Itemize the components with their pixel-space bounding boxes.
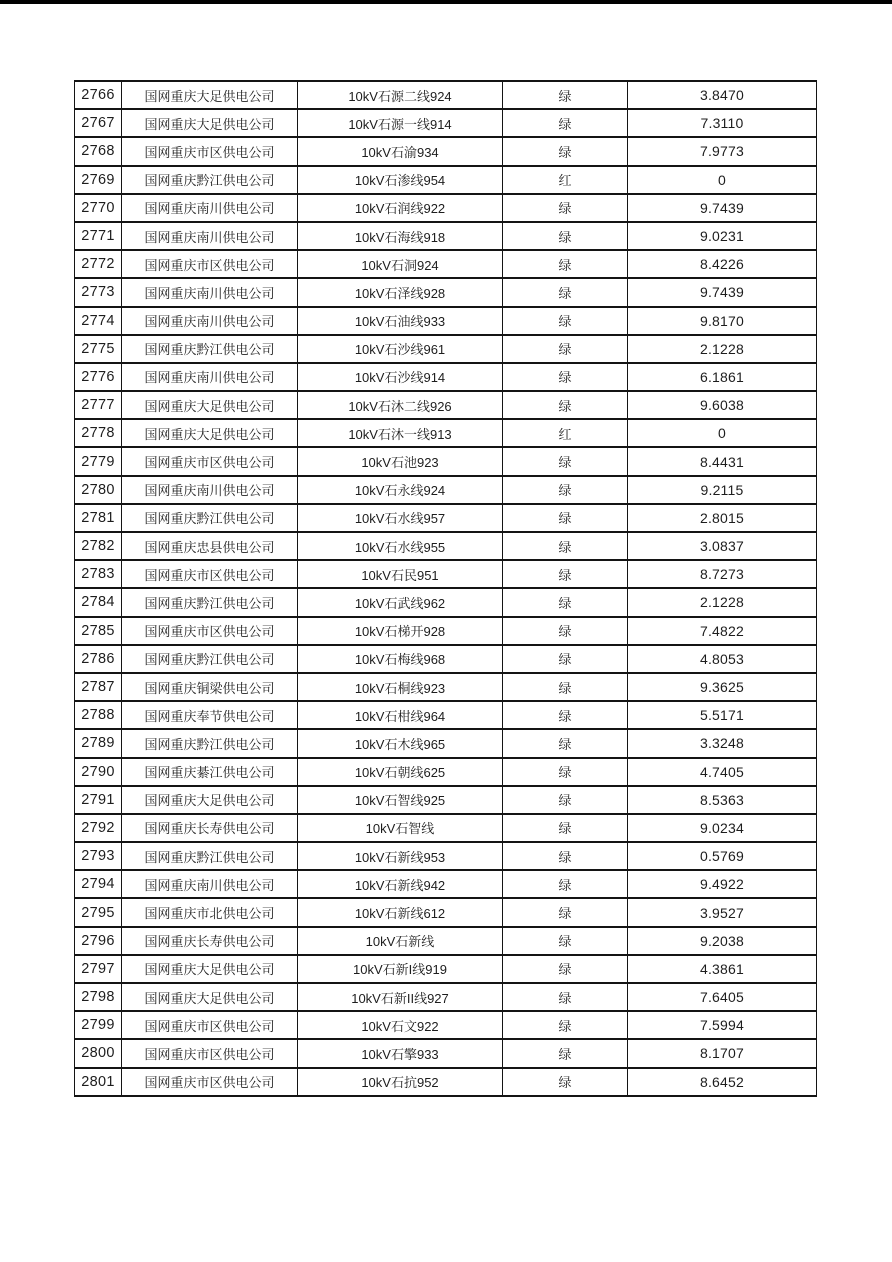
row-number-cell: 2780 <box>75 476 122 504</box>
table-row <box>75 137 817 165</box>
status-cell: 绿 <box>503 729 628 757</box>
line-name-cell: 10kV石擎933 <box>298 1039 503 1067</box>
value-cell: 8.6452 <box>628 1068 817 1096</box>
line-name-cell: 10kV石洞924 <box>298 250 503 278</box>
status-cell: 绿 <box>503 137 628 165</box>
table-row <box>75 617 817 645</box>
line-name-cell: 10kV石泽线928 <box>298 278 503 306</box>
status-cell: 绿 <box>503 701 628 729</box>
company-cell: 国网重庆南川供电公司 <box>122 307 298 335</box>
value-cell: 3.3248 <box>628 729 817 757</box>
table-body <box>75 81 817 1096</box>
value-cell: 9.6038 <box>628 391 817 419</box>
line-name-cell: 10kV石木线965 <box>298 729 503 757</box>
value-cell: 8.4431 <box>628 447 817 475</box>
table-row <box>75 504 817 532</box>
value-cell: 3.0837 <box>628 532 817 560</box>
line-name-cell: 10kV石沐二线926 <box>298 391 503 419</box>
value-cell: 8.7273 <box>628 560 817 588</box>
row-number-cell: 2777 <box>75 391 122 419</box>
table-row <box>75 447 817 475</box>
value-cell: 4.3861 <box>628 955 817 983</box>
table-row <box>75 363 817 391</box>
company-cell: 国网重庆大足供电公司 <box>122 81 298 109</box>
line-name-cell: 10kV石新线953 <box>298 842 503 870</box>
status-cell: 绿 <box>503 447 628 475</box>
row-number-cell: 2785 <box>75 617 122 645</box>
row-number-cell: 2776 <box>75 363 122 391</box>
company-cell: 国网重庆南川供电公司 <box>122 870 298 898</box>
status-cell: 红 <box>503 166 628 194</box>
line-name-cell: 10kV石朝线625 <box>298 758 503 786</box>
status-cell: 绿 <box>503 645 628 673</box>
row-number-cell: 2770 <box>75 194 122 222</box>
status-cell: 绿 <box>503 870 628 898</box>
company-cell: 国网重庆市区供电公司 <box>122 1011 298 1039</box>
status-cell: 绿 <box>503 898 628 926</box>
line-name-cell: 10kV石水线957 <box>298 504 503 532</box>
line-name-cell: 10kV石油线933 <box>298 307 503 335</box>
row-number-cell: 2793 <box>75 842 122 870</box>
value-cell: 9.7439 <box>628 278 817 306</box>
row-number-cell: 2786 <box>75 645 122 673</box>
company-cell: 国网重庆大足供电公司 <box>122 419 298 447</box>
status-cell: 绿 <box>503 1011 628 1039</box>
table-row <box>75 391 817 419</box>
row-number-cell: 2771 <box>75 222 122 250</box>
line-name-cell: 10kV石沙线961 <box>298 335 503 363</box>
status-cell: 绿 <box>503 983 628 1011</box>
line-name-cell: 10kV石桐线923 <box>298 673 503 701</box>
table-row <box>75 109 817 137</box>
line-name-cell: 10kV石新线612 <box>298 898 503 926</box>
line-name-cell: 10kV石梯开928 <box>298 617 503 645</box>
status-cell: 绿 <box>503 391 628 419</box>
table-row <box>75 645 817 673</box>
table-row <box>75 927 817 955</box>
status-cell: 绿 <box>503 786 628 814</box>
value-cell: 0 <box>628 419 817 447</box>
line-name-cell: 10kV石源一线914 <box>298 109 503 137</box>
line-name-cell: 10kV石武线962 <box>298 588 503 616</box>
table-row <box>75 983 817 1011</box>
value-cell: 0 <box>628 166 817 194</box>
row-number-cell: 2784 <box>75 588 122 616</box>
table-row <box>75 1039 817 1067</box>
company-cell: 国网重庆长寿供电公司 <box>122 814 298 842</box>
status-cell: 绿 <box>503 109 628 137</box>
status-cell: 绿 <box>503 278 628 306</box>
line-name-cell: 10kV石新线 <box>298 927 503 955</box>
row-number-cell: 2788 <box>75 701 122 729</box>
value-cell: 7.3110 <box>628 109 817 137</box>
company-cell: 国网重庆南川供电公司 <box>122 194 298 222</box>
status-cell: 绿 <box>503 927 628 955</box>
row-number-cell: 2800 <box>75 1039 122 1067</box>
status-cell: 绿 <box>503 842 628 870</box>
status-cell: 绿 <box>503 1039 628 1067</box>
company-cell: 国网重庆黔江供电公司 <box>122 335 298 363</box>
status-cell: 绿 <box>503 307 628 335</box>
status-cell: 绿 <box>503 81 628 109</box>
line-name-cell: 10kV石新I线919 <box>298 955 503 983</box>
window-top-edge <box>0 0 892 4</box>
company-cell: 国网重庆大足供电公司 <box>122 955 298 983</box>
status-cell: 绿 <box>503 335 628 363</box>
value-cell: 7.6405 <box>628 983 817 1011</box>
table-row <box>75 814 817 842</box>
status-cell: 绿 <box>503 617 628 645</box>
row-number-cell: 2778 <box>75 419 122 447</box>
table-row <box>75 166 817 194</box>
row-number-cell: 2789 <box>75 729 122 757</box>
line-name-cell: 10kV石智线 <box>298 814 503 842</box>
row-number-cell: 2774 <box>75 307 122 335</box>
company-cell: 国网重庆黔江供电公司 <box>122 729 298 757</box>
row-number-cell: 2775 <box>75 335 122 363</box>
value-cell: 8.1707 <box>628 1039 817 1067</box>
line-name-cell: 10kV石民951 <box>298 560 503 588</box>
table-row <box>75 870 817 898</box>
table-row <box>75 1011 817 1039</box>
row-number-cell: 2768 <box>75 137 122 165</box>
company-cell: 国网重庆黔江供电公司 <box>122 645 298 673</box>
status-cell: 绿 <box>503 814 628 842</box>
value-cell: 3.9527 <box>628 898 817 926</box>
table-row <box>75 758 817 786</box>
value-cell: 9.0234 <box>628 814 817 842</box>
company-cell: 国网重庆铜梁供电公司 <box>122 673 298 701</box>
row-number-cell: 2799 <box>75 1011 122 1039</box>
line-name-cell: 10kV石柑线964 <box>298 701 503 729</box>
row-number-cell: 2797 <box>75 955 122 983</box>
value-cell: 9.2115 <box>628 476 817 504</box>
value-cell: 2.1228 <box>628 588 817 616</box>
row-number-cell: 2773 <box>75 278 122 306</box>
value-cell: 0.5769 <box>628 842 817 870</box>
status-cell: 绿 <box>503 673 628 701</box>
row-number-cell: 2782 <box>75 532 122 560</box>
value-cell: 2.1228 <box>628 335 817 363</box>
table-row <box>75 842 817 870</box>
table-row <box>75 729 817 757</box>
status-cell: 绿 <box>503 222 628 250</box>
company-cell: 国网重庆大足供电公司 <box>122 786 298 814</box>
status-cell: 绿 <box>503 955 628 983</box>
row-number-cell: 2781 <box>75 504 122 532</box>
company-cell: 国网重庆黔江供电公司 <box>122 588 298 616</box>
line-name-cell: 10kV石沐一线913 <box>298 419 503 447</box>
row-number-cell: 2798 <box>75 983 122 1011</box>
line-name-cell: 10kV石池923 <box>298 447 503 475</box>
company-cell: 国网重庆大足供电公司 <box>122 391 298 419</box>
table-row <box>75 419 817 447</box>
row-number-cell: 2792 <box>75 814 122 842</box>
line-name-cell: 10kV石永线924 <box>298 476 503 504</box>
row-number-cell: 2766 <box>75 81 122 109</box>
row-number-cell: 2772 <box>75 250 122 278</box>
table-row <box>75 701 817 729</box>
status-cell: 绿 <box>503 1068 628 1096</box>
company-cell: 国网重庆奉节供电公司 <box>122 701 298 729</box>
line-name-cell: 10kV石抗952 <box>298 1068 503 1096</box>
value-cell: 6.1861 <box>628 363 817 391</box>
status-cell: 绿 <box>503 588 628 616</box>
line-name-cell: 10kV石梅线968 <box>298 645 503 673</box>
value-cell: 9.8170 <box>628 307 817 335</box>
table-row <box>75 1068 817 1096</box>
table-row <box>75 307 817 335</box>
value-cell: 8.5363 <box>628 786 817 814</box>
line-name-cell: 10kV石沙线914 <box>298 363 503 391</box>
company-cell: 国网重庆市北供电公司 <box>122 898 298 926</box>
row-number-cell: 2791 <box>75 786 122 814</box>
status-cell: 绿 <box>503 758 628 786</box>
table-row <box>75 222 817 250</box>
company-cell: 国网重庆南川供电公司 <box>122 363 298 391</box>
line-name-cell: 10kV石海线918 <box>298 222 503 250</box>
row-number-cell: 2801 <box>75 1068 122 1096</box>
value-cell: 8.4226 <box>628 250 817 278</box>
company-cell: 国网重庆市区供电公司 <box>122 560 298 588</box>
value-cell: 9.2038 <box>628 927 817 955</box>
table-row <box>75 278 817 306</box>
table-row <box>75 194 817 222</box>
table-row <box>75 673 817 701</box>
status-cell: 红 <box>503 419 628 447</box>
value-cell: 9.3625 <box>628 673 817 701</box>
power-line-table <box>74 80 817 1097</box>
table-row <box>75 250 817 278</box>
company-cell: 国网重庆市区供电公司 <box>122 250 298 278</box>
row-number-cell: 2783 <box>75 560 122 588</box>
value-cell: 7.9773 <box>628 137 817 165</box>
row-number-cell: 2794 <box>75 870 122 898</box>
company-cell: 国网重庆黔江供电公司 <box>122 842 298 870</box>
company-cell: 国网重庆市区供电公司 <box>122 1068 298 1096</box>
value-cell: 9.7439 <box>628 194 817 222</box>
company-cell: 国网重庆大足供电公司 <box>122 983 298 1011</box>
company-cell: 国网重庆大足供电公司 <box>122 109 298 137</box>
company-cell: 国网重庆綦江供电公司 <box>122 758 298 786</box>
row-number-cell: 2795 <box>75 898 122 926</box>
line-name-cell: 10kV石渗线954 <box>298 166 503 194</box>
company-cell: 国网重庆南川供电公司 <box>122 222 298 250</box>
company-cell: 国网重庆南川供电公司 <box>122 278 298 306</box>
company-cell: 国网重庆忠县供电公司 <box>122 532 298 560</box>
line-name-cell: 10kV石新线942 <box>298 870 503 898</box>
value-cell: 4.7405 <box>628 758 817 786</box>
line-name-cell: 10kV石水线955 <box>298 532 503 560</box>
company-cell: 国网重庆市区供电公司 <box>122 617 298 645</box>
line-name-cell: 10kV石新II线927 <box>298 983 503 1011</box>
status-cell: 绿 <box>503 363 628 391</box>
status-cell: 绿 <box>503 250 628 278</box>
table-row <box>75 955 817 983</box>
company-cell: 国网重庆黔江供电公司 <box>122 504 298 532</box>
row-number-cell: 2769 <box>75 166 122 194</box>
status-cell: 绿 <box>503 476 628 504</box>
row-number-cell: 2779 <box>75 447 122 475</box>
row-number-cell: 2796 <box>75 927 122 955</box>
value-cell: 9.0231 <box>628 222 817 250</box>
table-row <box>75 81 817 109</box>
table-row <box>75 532 817 560</box>
company-cell: 国网重庆黔江供电公司 <box>122 166 298 194</box>
value-cell: 7.5994 <box>628 1011 817 1039</box>
table-row <box>75 560 817 588</box>
row-number-cell: 2790 <box>75 758 122 786</box>
table-row <box>75 898 817 926</box>
status-cell: 绿 <box>503 504 628 532</box>
company-cell: 国网重庆市区供电公司 <box>122 137 298 165</box>
table-row <box>75 588 817 616</box>
status-cell: 绿 <box>503 194 628 222</box>
value-cell: 5.5171 <box>628 701 817 729</box>
row-number-cell: 2787 <box>75 673 122 701</box>
row-number-cell: 2767 <box>75 109 122 137</box>
line-name-cell: 10kV石渝934 <box>298 137 503 165</box>
value-cell: 2.8015 <box>628 504 817 532</box>
company-cell: 国网重庆市区供电公司 <box>122 1039 298 1067</box>
company-cell: 国网重庆南川供电公司 <box>122 476 298 504</box>
value-cell: 3.8470 <box>628 81 817 109</box>
line-name-cell: 10kV石智线925 <box>298 786 503 814</box>
line-name-cell: 10kV石润线922 <box>298 194 503 222</box>
line-name-cell: 10kV石文922 <box>298 1011 503 1039</box>
value-cell: 7.4822 <box>628 617 817 645</box>
value-cell: 9.4922 <box>628 870 817 898</box>
status-cell: 绿 <box>503 560 628 588</box>
value-cell: 4.8053 <box>628 645 817 673</box>
table-row <box>75 335 817 363</box>
company-cell: 国网重庆长寿供电公司 <box>122 927 298 955</box>
line-name-cell: 10kV石源二线924 <box>298 81 503 109</box>
table-row <box>75 476 817 504</box>
status-cell: 绿 <box>503 532 628 560</box>
company-cell: 国网重庆市区供电公司 <box>122 447 298 475</box>
table-row <box>75 786 817 814</box>
